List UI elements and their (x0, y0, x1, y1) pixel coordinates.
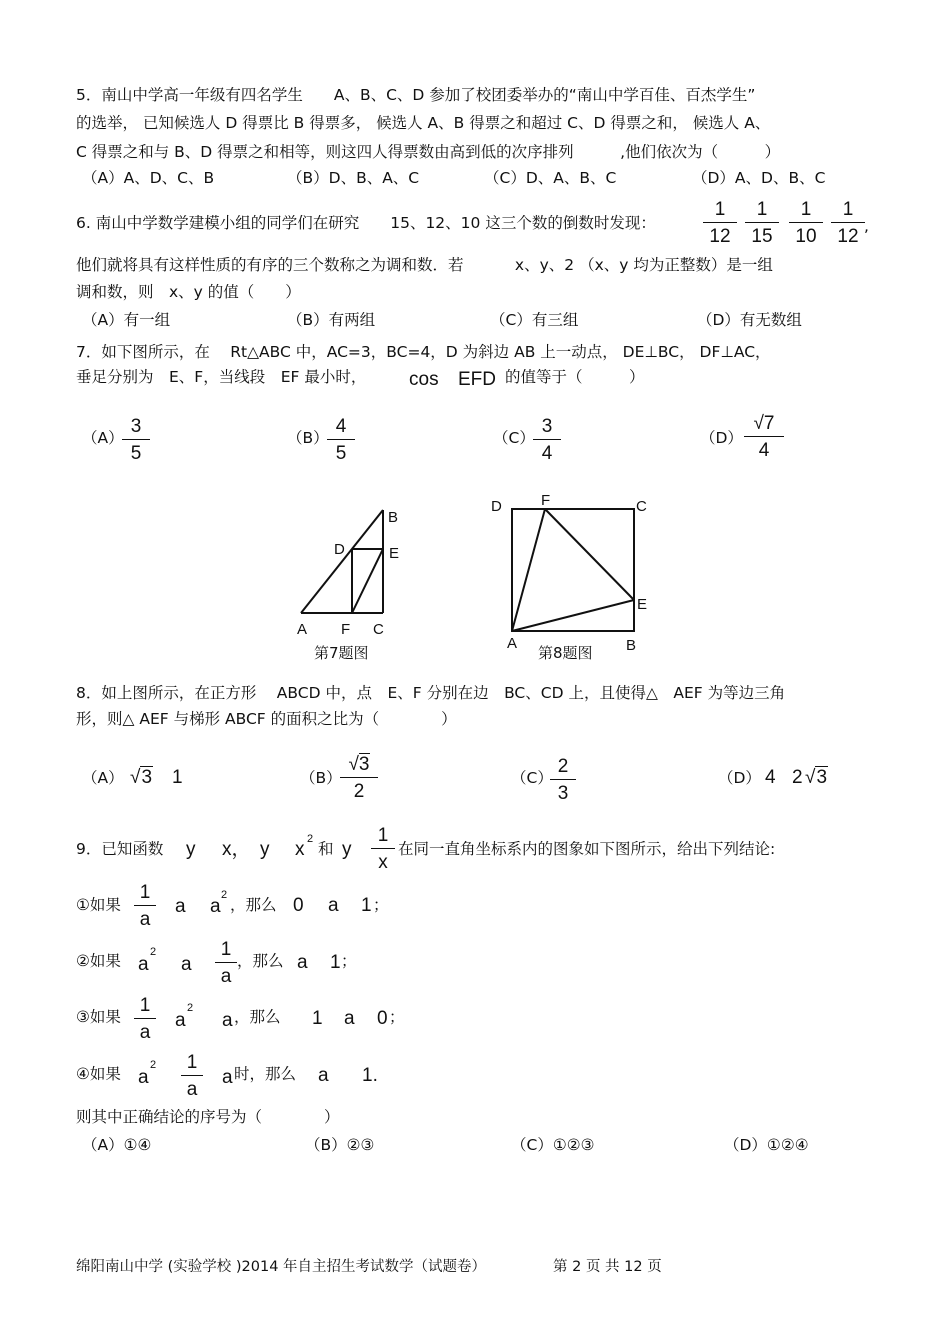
q6-fraction-3: $\frac{1}{10}$ (789, 200, 823, 246)
q9-y2: y (260, 839, 270, 860)
q7-line-1: 7．如下图所示，在 Rt△ABC 中，AC=3，BC=4，D 为斜边 AB 上一动点， DE⊥BC， DF⊥AC， (76, 343, 771, 361)
fig7-label-e: E (389, 545, 400, 562)
fig7-label-b: B (388, 509, 399, 526)
q9-c2-end: ； (341, 952, 357, 970)
q9-c1-a2: a (210, 896, 221, 917)
fig7-caption: 第7题图 (314, 644, 369, 662)
q8-option-c-fraction: $\frac{2}{3}$ (550, 757, 576, 803)
q9-x2: x (295, 839, 305, 860)
q6-fraction-1: $\frac{1}{12}$ (703, 200, 737, 246)
q9-c1-a1: a (175, 896, 186, 917)
q9-option-a: （A）①④ (82, 1136, 152, 1154)
q9-c1-label: ①如果 (76, 896, 121, 914)
q9-c2-r1: a (297, 952, 308, 973)
q8-option-d-sqrt: √3 (805, 767, 828, 788)
q7-option-b-fraction: $\frac{4}{5}$ (327, 417, 355, 463)
fig8-label-a: A (507, 635, 518, 652)
q6-fraction-2: $\frac{1}{15}$ (745, 200, 779, 246)
q9-exp2: 2 (307, 833, 314, 845)
fig8-caption: 第8题图 (538, 644, 593, 662)
q9-c1-exp: 2 (221, 889, 228, 901)
q9-option-d: （D）①②④ (724, 1136, 809, 1154)
q9-c2-label: ②如果 (76, 952, 121, 970)
q9-c3-label: ③如果 (76, 1008, 121, 1026)
q9-option-c: （C）①②③ (511, 1136, 595, 1154)
q8-option-a-label: （A） (82, 769, 124, 787)
q9-c1-then: ，那么 (230, 896, 277, 914)
q9-c3-a2: a (222, 1010, 233, 1031)
fig8-label-e: E (637, 596, 648, 613)
q9-c2-a1: a (138, 954, 149, 975)
q9-intro-a: 9．已知函数 (76, 840, 164, 858)
q8-option-a-sqrt: √3 (130, 767, 153, 788)
fig7-label-c: C (373, 621, 384, 638)
q9-c3-then: ，那么 (234, 1008, 281, 1026)
q9-c2-fraction: $\frac{1}{a}$ (215, 940, 237, 986)
q7-option-a-fraction: $\frac{3}{5}$ (122, 417, 150, 463)
q5-line-1: 5．南山中学高一年级有四名学生 A、B、C、D 参加了校团委举办的“南山中学百佳、百杰学生” (76, 86, 756, 104)
fig7-label-d: D (334, 541, 345, 558)
q9-c1-r2: a (328, 895, 339, 916)
q8-option-b-label: （B） (300, 769, 342, 787)
q9-ask: 则其中正确结论的序号为（ ） (76, 1108, 340, 1126)
q9-c4-r2: 1. (362, 1065, 378, 1086)
q7-option-d-label: （D） (700, 429, 743, 447)
q9-c4-r1: a (318, 1065, 329, 1086)
q6-line-1: 6. 南山中学数学建模小组的同学们在研究 15、12、10 这三个数的倒数时发现： (76, 214, 656, 232)
q6-option-d: （D）有无数组 (697, 311, 802, 329)
q9-c3-end: ； (389, 1008, 405, 1026)
q9-and: 和 (318, 840, 334, 858)
q9-c2-a2: a (181, 954, 192, 975)
q9-fraction: $\frac{1}{x}$ (371, 826, 395, 872)
footer-title: 绵阳南山中学 (实验学校 )2014 年自主招生考试数学（试题卷） (76, 1259, 487, 1275)
q5-option-b: （B）D、B、A、C (287, 169, 420, 187)
q7-option-b-label: （B） (287, 429, 329, 447)
q9-c3-exp: 2 (187, 1002, 194, 1014)
q6-option-c: （C）有三组 (490, 311, 579, 329)
q7-line-2b: 的值等于（ ） (505, 368, 645, 386)
q7-cos: cos (409, 369, 439, 390)
fig8-label-f: F (541, 492, 551, 509)
q7-option-d-fraction: $\frac{√7}{4}$ (744, 414, 784, 460)
q8-option-d-a: 4 (765, 767, 776, 788)
q8-option-d-b: 2 (792, 767, 803, 788)
q9-c4-fraction: $\frac{1}{a}$ (181, 1053, 203, 1099)
q9-c1-r3: 1 (361, 895, 372, 916)
fig8-label-b: B (626, 637, 637, 654)
q6-option-b: （B）有两组 (287, 311, 376, 329)
q7-option-c-label: （C） (493, 429, 535, 447)
q5-option-a: （A）A、D、C、B (82, 169, 215, 187)
q9-y3: y (342, 839, 352, 860)
q9-c1-end: ； (373, 896, 389, 914)
q6-line-2: 他们就将具有这样性质的有序的三个数称之为调和数．若 x、y、2 （x、y 均为正整数）是一组 (76, 256, 773, 274)
q6-line-3: 调和数，则 x、y 的值（ ） (76, 283, 301, 301)
q5-line-3: C 得票之和与 B、D 得票之和相等，则这四人得票数由高到低的次序排列 ,他们依次为（ ） (76, 143, 781, 161)
q9-c4-a2: a (222, 1067, 233, 1088)
q5-line-2: 的选举， 已知候选人 D 得票比 B 得票多， 候选人 A、B 得票之和超过 C、D 得票之和， 候选人 A、 (76, 114, 771, 132)
q6-option-a: （A）有一组 (82, 311, 171, 329)
q7-option-a-label: （A） (82, 429, 124, 447)
q9-c3-fraction: $\frac{1}{a}$ (134, 996, 156, 1042)
footer-page-number: 第 2 页 共 12 页 (553, 1259, 662, 1275)
q9-x1: x， (222, 839, 251, 860)
q9-c3-r1: 1 (312, 1008, 323, 1029)
q9-c2-then: ，那么 (237, 952, 284, 970)
q8-line-2: 形，则△ AEF 与梯形 ABCF 的面积之比为（ ） (76, 710, 457, 728)
fig7-label-a: A (297, 621, 308, 638)
q9-c2-exp: 2 (150, 946, 157, 958)
q8-option-c-label: （C） (511, 769, 553, 787)
q9-c4-a1: a (138, 1067, 149, 1088)
figure-7-triangle (295, 505, 395, 620)
fig8-label-c: C (636, 498, 647, 515)
q9-c3-r2: a (344, 1008, 355, 1029)
q7-efd: EFD (458, 369, 496, 390)
q7-line-2a: 垂足分别为 E、F，当线段 EF 最小时， (76, 368, 367, 386)
fig7-label-f: F (341, 621, 351, 638)
q9-c1-r1: 0 (293, 895, 304, 916)
fig8-label-d: D (491, 498, 502, 515)
q8-option-a-rest: 1 (172, 767, 183, 788)
q9-y1: y (186, 839, 196, 860)
q9-intro-b: 在同一直角坐标系内的图象如下图所示，给出下列结论: (398, 840, 776, 858)
q9-option-b: （B）②③ (305, 1136, 375, 1154)
q9-c4-label: ④如果 (76, 1065, 121, 1083)
q7-option-c-fraction: $\frac{3}{4}$ (533, 417, 561, 463)
q5-option-d: （D）A、D、B、C (692, 169, 826, 187)
q8-option-b-fraction: $\frac{√3}{2}$ (340, 755, 378, 801)
q9-c3-a1: a (175, 1010, 186, 1031)
q9-c4-then: 时，那么 (234, 1065, 297, 1083)
q8-line-1: 8．如上图所示，在正方形 ABCD 中，点 E、F 分别在边 BC、CD 上，且使得△ AEF 为等边三角 (76, 684, 786, 702)
q6-comma: , (864, 217, 869, 235)
q6-fraction-4: $\frac{1}{12}$ (831, 200, 865, 246)
figure-8-square (508, 505, 640, 635)
q8-option-d-label: （D） (718, 769, 761, 787)
q9-c2-r2: 1 (330, 952, 341, 973)
q5-option-c: （C）D、A、B、C (484, 169, 617, 187)
q9-c1-fraction: $\frac{1}{a}$ (134, 883, 156, 929)
q9-c3-r3: 0 (377, 1008, 388, 1029)
q9-c4-exp: 2 (150, 1059, 157, 1071)
